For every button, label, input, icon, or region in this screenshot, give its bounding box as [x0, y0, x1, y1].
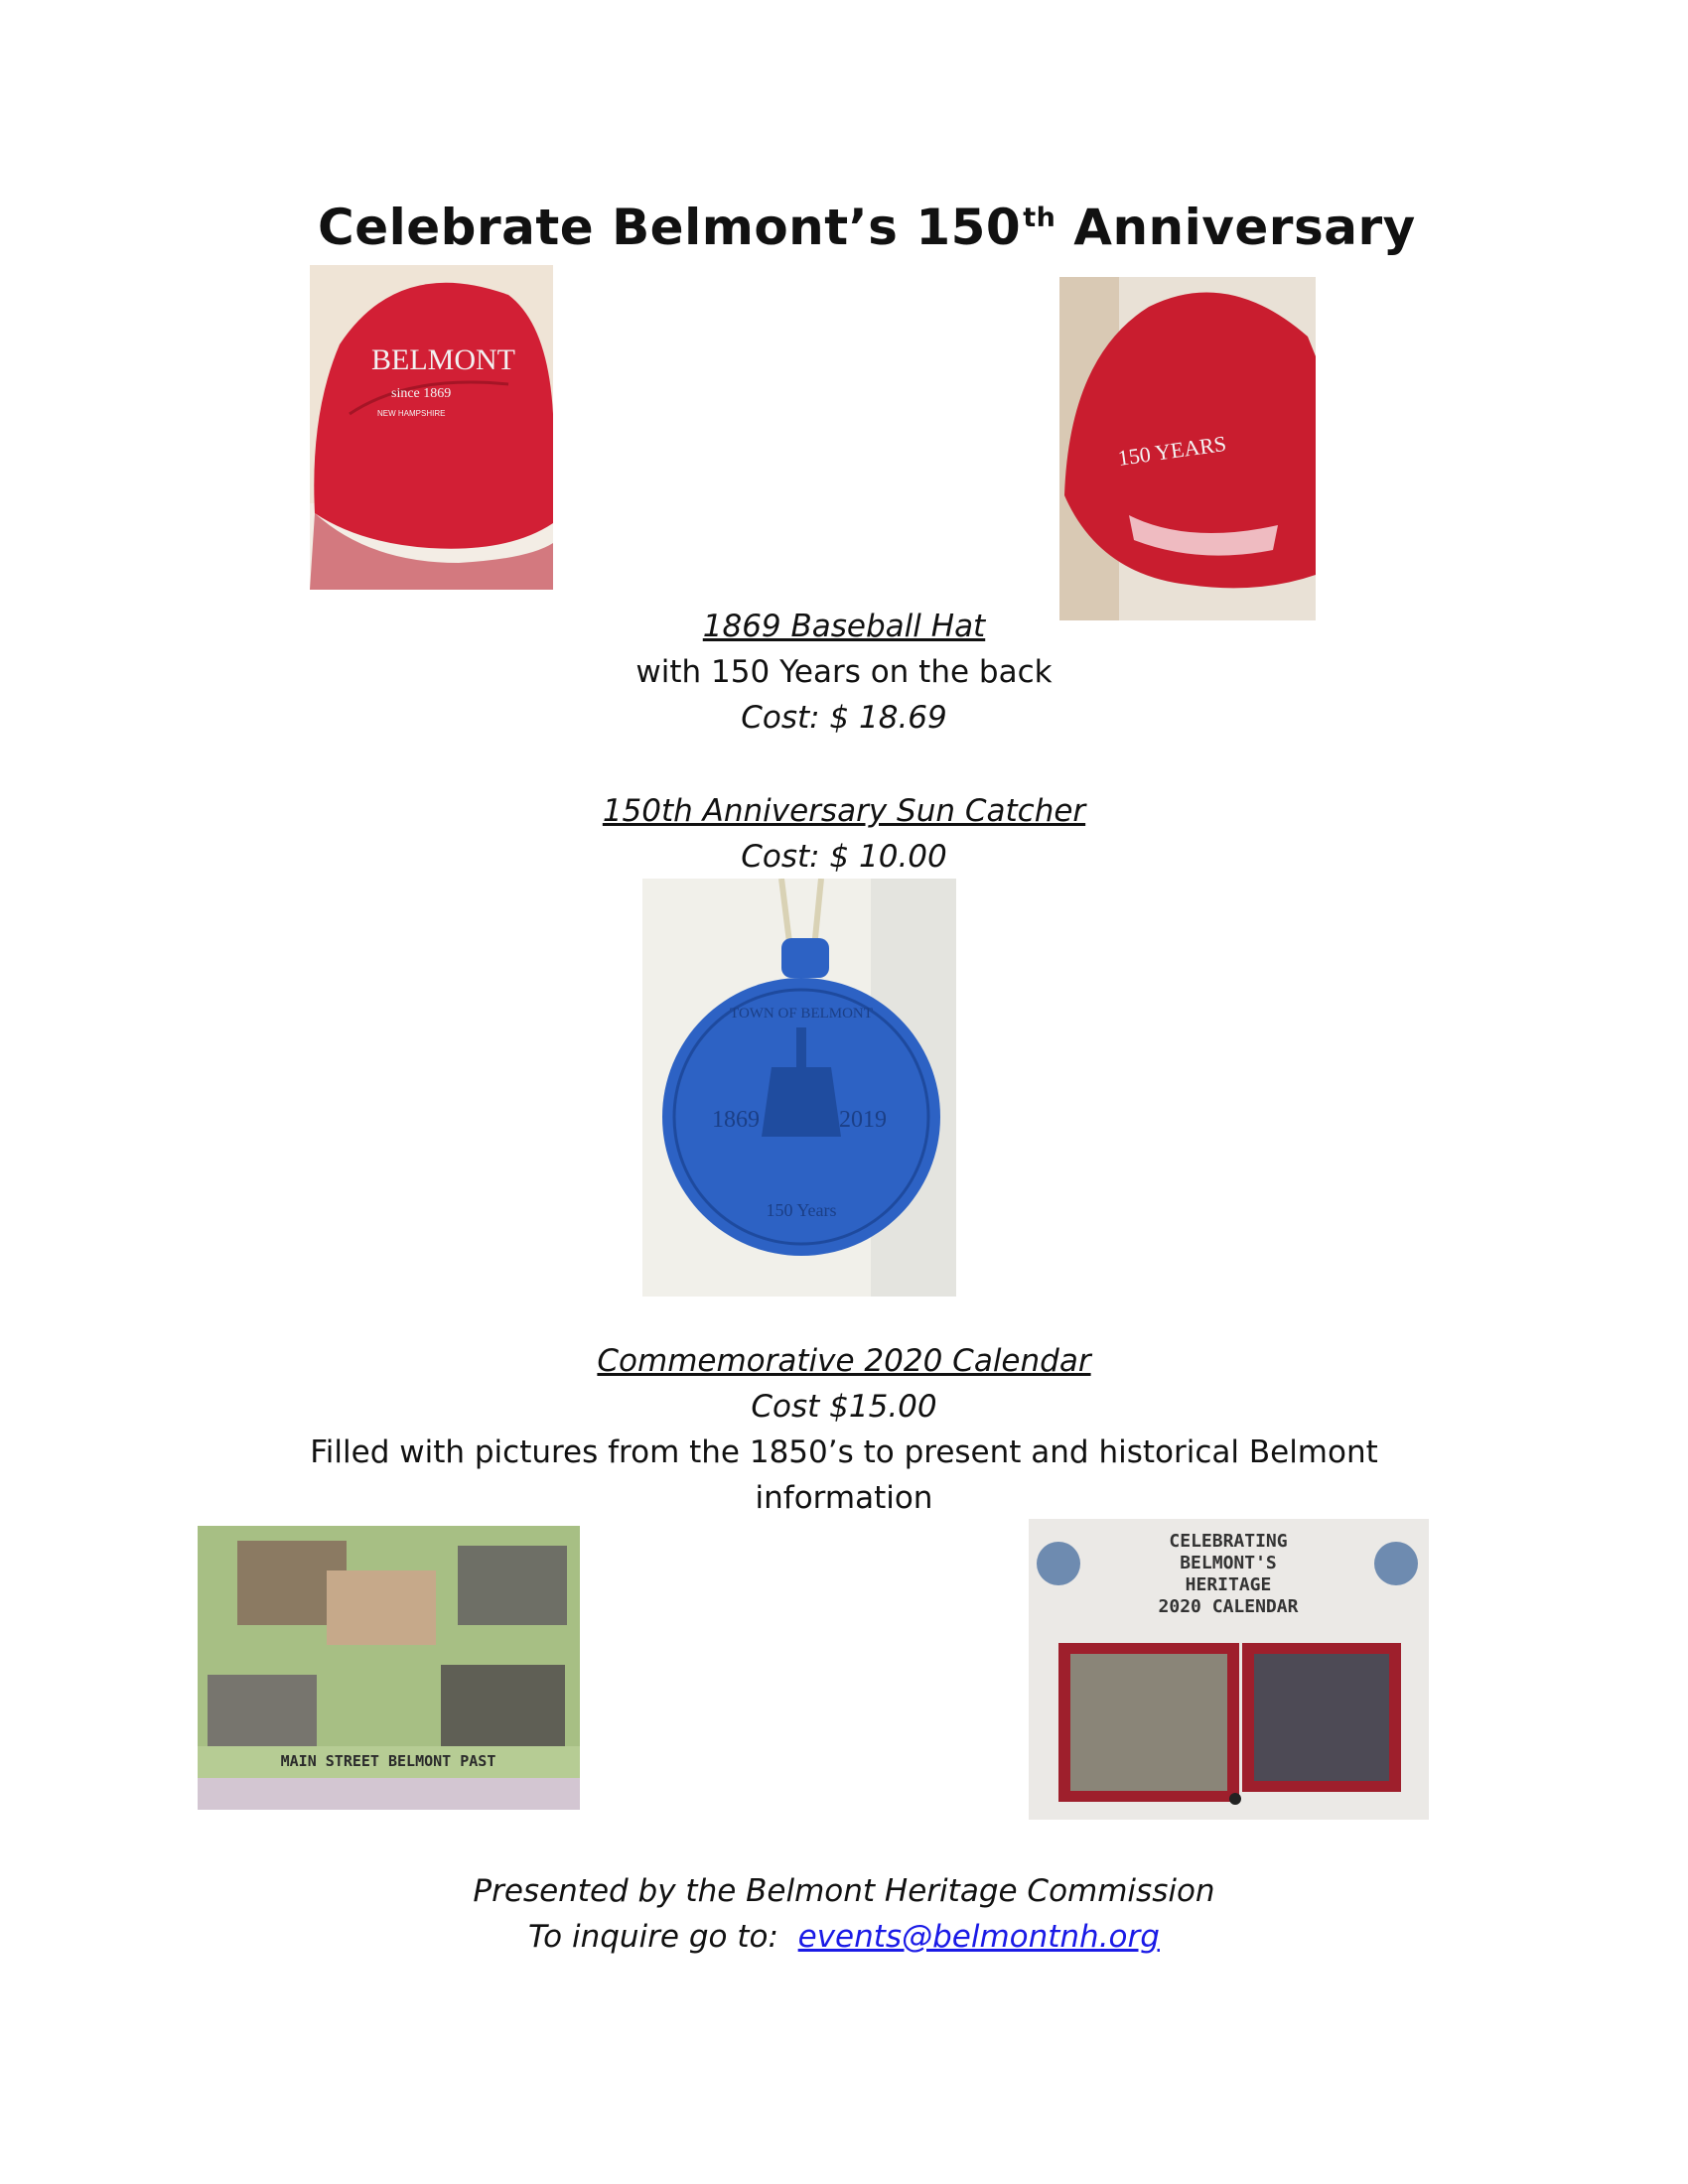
suncatcher-info	[0, 788, 1688, 880]
calendar-cover-photo	[1029, 1519, 1429, 1820]
hat-back-text: 150 YEARS	[1116, 430, 1228, 471]
hat-back-photo	[1059, 277, 1316, 620]
calendar-desc-line2: information	[755, 1480, 933, 1516]
calendar-info	[0, 1338, 1688, 1521]
medal-top-text: TOWN OF BELMONT	[730, 1006, 873, 1022]
hat-name: 1869 Baseball Hat	[702, 609, 986, 644]
cover-line-3: HERITAGE	[1185, 1574, 1272, 1595]
calendar-inside-photo	[198, 1526, 580, 1810]
hat-cost: Cost: $ 18.69	[741, 700, 947, 736]
inquire-label: To inquire go to:	[528, 1919, 778, 1955]
inquire-line	[0, 1914, 1688, 1960]
medal-year-left: 1869	[712, 1107, 760, 1133]
hat-front-since: since 1869	[391, 386, 452, 401]
suncatcher-photo	[642, 879, 956, 1297]
hat-desc: with 150 Years on the back	[635, 654, 1053, 690]
suncatcher-name: 150th Anniversary Sun Catcher	[602, 793, 1086, 829]
hat-info	[0, 604, 1688, 741]
medal-year-right: 2019	[839, 1107, 887, 1133]
calendar-banner: MAIN STREET BELMONT PAST	[280, 1752, 496, 1770]
calendar-desc-line1: Filled with pictures from the 1850’s to present and historical Belmont	[310, 1434, 1378, 1470]
calendar-name: Commemorative 2020 Calendar	[597, 1343, 1091, 1379]
calendar-cost: Cost $15.00	[751, 1389, 937, 1425]
presented-by: Presented by the Belmont Heritage Commission	[473, 1873, 1215, 1909]
email-link[interactable]: events@belmontnh.org	[797, 1919, 1160, 1955]
footer	[0, 1868, 1688, 1960]
cover-line-4: 2020 CALENDAR	[1158, 1596, 1299, 1617]
cover-line-2: BELMONT'S	[1180, 1553, 1277, 1573]
hat-front-photo	[310, 265, 553, 590]
hat-front-brand: BELMONT	[371, 343, 515, 376]
medal-bottom-text: 150 Years	[766, 1200, 837, 1220]
page-title: Celebrate Belmont’s 150th Anniversary	[318, 199, 1416, 256]
hat-front-state: NEW HAMPSHIRE	[377, 409, 446, 418]
cover-line-1: CELEBRATING	[1169, 1531, 1288, 1552]
suncatcher-cost: Cost: $ 10.00	[741, 839, 947, 875]
